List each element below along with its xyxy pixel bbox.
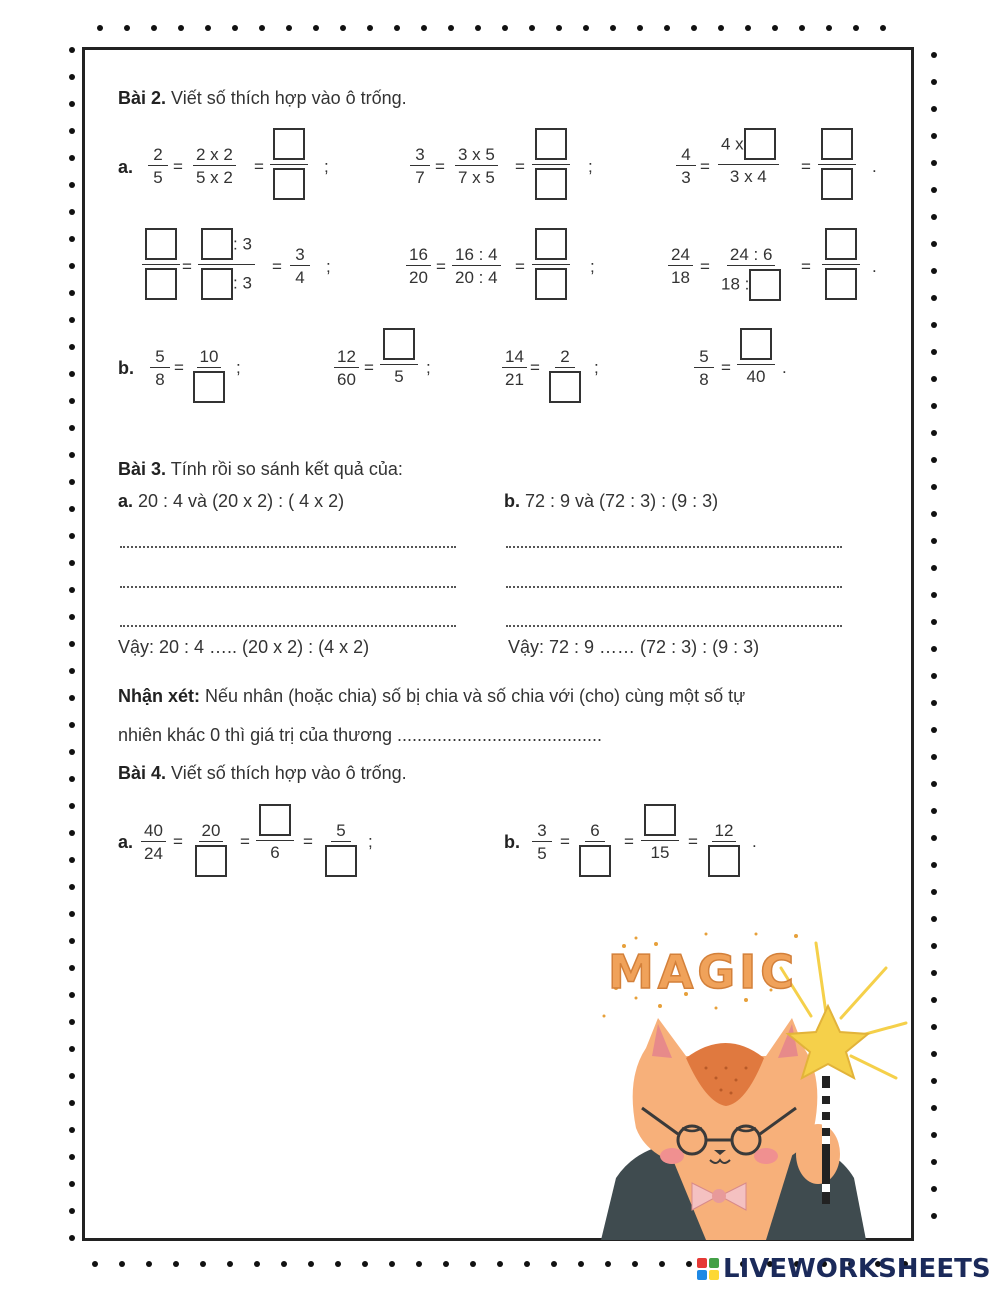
border-dot xyxy=(931,1024,937,1030)
border-dot xyxy=(313,25,319,31)
border-dot xyxy=(69,1154,75,1160)
answer-box[interactable] xyxy=(383,328,415,360)
border-dot xyxy=(69,884,75,890)
border-dot xyxy=(931,997,937,1003)
separator: ; xyxy=(594,358,599,377)
bai2-title: Bài 2. Viết số thích hợp vào ô trống. xyxy=(118,88,407,108)
border-dot xyxy=(931,1078,937,1084)
border-dot xyxy=(69,695,75,701)
answer-box[interactable] xyxy=(535,128,567,160)
bai4-title: Bài 4. Viết số thích hợp vào ô trống. xyxy=(118,763,407,783)
fraction: 12 xyxy=(705,822,743,877)
border-dot xyxy=(69,1046,75,1052)
border-dot xyxy=(69,749,75,755)
answer-box[interactable] xyxy=(193,371,225,403)
border-dot xyxy=(69,209,75,215)
fraction: $\frac{40}{24}$ xyxy=(141,822,166,862)
border-dot xyxy=(308,1261,314,1267)
equals-sign: = xyxy=(174,358,184,377)
fraction: $\frac{16 : 4}{20 : 4}$ xyxy=(452,246,501,286)
border-dot xyxy=(200,1261,206,1267)
bai3-part-b: b. 72 : 9 và (72 : 3) : (9 : 3) xyxy=(504,491,719,511)
border-dot xyxy=(583,25,589,31)
equals-sign: = xyxy=(801,257,811,276)
answer-box[interactable] xyxy=(145,268,177,300)
border-dot xyxy=(69,1100,75,1106)
border-dot xyxy=(931,754,937,760)
border-dot xyxy=(69,857,75,863)
bai3-b-conclusion: Vậy: 72 : 9 …… (72 : 3) : (9 : 3) xyxy=(508,637,760,657)
border-dot xyxy=(931,79,937,85)
border-dot xyxy=(931,916,937,922)
bai3-part-a: a. 20 : 4 và (20 x 2) : ( 4 x 2) xyxy=(118,491,345,511)
border-dot xyxy=(69,533,75,539)
border-dot xyxy=(931,322,937,328)
border-dot xyxy=(931,133,937,139)
border-dot xyxy=(745,25,751,31)
border-dot xyxy=(880,25,886,31)
separator: ; xyxy=(588,157,593,176)
answer-box[interactable] xyxy=(644,804,676,836)
bai4-part-b-label: b. xyxy=(504,832,520,852)
border-dot xyxy=(421,25,427,31)
border-dot xyxy=(97,25,103,31)
border-dot xyxy=(286,25,292,31)
separator: ; xyxy=(324,157,329,176)
fraction: 40 xyxy=(737,328,775,385)
border-dot xyxy=(931,862,937,868)
answer-box[interactable] xyxy=(821,168,853,200)
border-dot xyxy=(69,992,75,998)
answer-box[interactable] xyxy=(749,269,781,301)
equals-sign: = xyxy=(436,257,446,276)
border-dot xyxy=(69,1208,75,1214)
border-dot xyxy=(69,263,75,269)
border-dot xyxy=(69,317,75,323)
border-dot xyxy=(443,1261,449,1267)
nhan-xet-line1: Nhận xét: Nếu nhân (hoặc chia) số bị chia và số chia với (cho) cùng một số tự xyxy=(118,686,746,706)
border-dot xyxy=(69,641,75,647)
answer-line[interactable] xyxy=(120,586,456,588)
fraction: $\frac{3}{7}$ xyxy=(410,146,430,186)
bai3-a-conclusion: Vậy: 20 : 4 ….. (20 x 2) : (4 x 2) xyxy=(118,637,370,657)
fraction: $\frac{14}{21}$ xyxy=(502,348,527,388)
border-dot xyxy=(69,128,75,134)
border-dot xyxy=(931,1213,937,1219)
border-dot xyxy=(69,560,75,566)
border-dot xyxy=(931,619,937,625)
answer-box[interactable] xyxy=(740,328,772,360)
fraction: $\frac{5}{8}$ xyxy=(150,348,170,388)
equals-sign: = xyxy=(435,157,445,176)
fraction: 5 xyxy=(380,328,418,385)
answer-fraction xyxy=(270,128,308,200)
border-dot xyxy=(69,1019,75,1025)
border-dot xyxy=(69,155,75,161)
border-dot xyxy=(931,52,937,58)
border-dot xyxy=(92,1261,98,1267)
answer-box[interactable] xyxy=(744,128,776,160)
border-dot xyxy=(367,25,373,31)
border-dot xyxy=(931,700,937,706)
equals-sign: = xyxy=(688,832,698,851)
border-dot xyxy=(931,943,937,949)
fraction: $\frac{12}{60}$ xyxy=(334,348,359,388)
border-dot xyxy=(931,511,937,517)
border-dot xyxy=(448,25,454,31)
fraction: $\frac{2 x 2}{5 x 2}$ xyxy=(193,146,236,186)
answer-box[interactable] xyxy=(201,268,233,300)
border-dot xyxy=(69,182,75,188)
border-dot xyxy=(931,376,937,382)
equals-sign: = xyxy=(560,832,570,851)
border-dot xyxy=(69,425,75,431)
border-dot xyxy=(69,344,75,350)
separator: . xyxy=(872,257,877,276)
answer-line[interactable] xyxy=(120,625,456,627)
border-dot xyxy=(578,1261,584,1267)
answer-box[interactable] xyxy=(821,128,853,160)
border-dot xyxy=(931,241,937,247)
equals-sign: = xyxy=(254,157,264,176)
border-dot xyxy=(69,290,75,296)
border-dot xyxy=(497,1261,503,1267)
border-dot xyxy=(69,398,75,404)
answer-box[interactable] xyxy=(195,845,227,877)
border-dot xyxy=(69,1073,75,1079)
border-dot xyxy=(281,1261,287,1267)
border-dot xyxy=(69,479,75,485)
border-dot xyxy=(259,25,265,31)
border-dot xyxy=(69,101,75,107)
border-dot xyxy=(69,965,75,971)
border-dot xyxy=(178,25,184,31)
bai2-part-a-label: a. xyxy=(118,157,134,177)
separator: . xyxy=(752,832,757,851)
fraction: 15 xyxy=(641,804,679,861)
fraction: $\frac{: 3}{: 3}$ xyxy=(198,228,255,300)
border-dot xyxy=(69,830,75,836)
border-dot xyxy=(931,727,937,733)
border-dot xyxy=(931,457,937,463)
border-dot xyxy=(931,106,937,112)
border-dot xyxy=(69,938,75,944)
separator: ; xyxy=(590,257,595,276)
border-dot xyxy=(931,268,937,274)
separator: ; xyxy=(426,358,431,377)
border-dot xyxy=(394,25,400,31)
border-dot xyxy=(69,452,75,458)
fraction: $\frac{4 x}{3 x 4}$ xyxy=(718,128,779,185)
answer-box[interactable] xyxy=(825,228,857,260)
border-dot xyxy=(931,484,937,490)
border-dot xyxy=(389,1261,395,1267)
separator: . xyxy=(872,157,877,176)
border-dot xyxy=(931,430,937,436)
border-dot xyxy=(931,673,937,679)
logo-text: LIVEWORKSHEETS xyxy=(723,1254,991,1284)
equals-sign: = xyxy=(182,257,192,276)
equals-sign: = xyxy=(303,832,313,851)
border-dot xyxy=(69,371,75,377)
answer-fraction xyxy=(822,228,860,300)
border-dot xyxy=(931,781,937,787)
border-dot xyxy=(853,25,859,31)
fraction: 20 xyxy=(192,822,230,877)
border-dot xyxy=(416,1261,422,1267)
border-dot xyxy=(551,1261,557,1267)
border-dot xyxy=(69,1235,75,1241)
border-dot xyxy=(826,25,832,31)
fraction: $\frac{16}{20}$ xyxy=(406,246,431,286)
border-dot xyxy=(931,187,937,193)
border-dot xyxy=(173,1261,179,1267)
border-dot xyxy=(146,1261,152,1267)
fraction: $\frac{2}{5}$ xyxy=(148,146,168,186)
border-dot xyxy=(69,668,75,674)
border-dot xyxy=(718,25,724,31)
answer-fraction xyxy=(818,128,856,200)
answer-line[interactable] xyxy=(506,625,842,627)
border-dot xyxy=(632,1261,638,1267)
border-dot xyxy=(931,1132,937,1138)
border-dot xyxy=(931,160,937,166)
border-dot xyxy=(124,25,130,31)
fraction: $\frac{3 x 5}{7 x 5}$ xyxy=(455,146,498,186)
fraction: 5 xyxy=(322,822,360,877)
border-dot xyxy=(69,1181,75,1187)
border-dot xyxy=(931,970,937,976)
border-dot xyxy=(340,25,346,31)
fraction: 10 xyxy=(190,348,228,403)
separator: ; xyxy=(236,358,241,377)
equals-sign: = xyxy=(173,157,183,176)
border-dot xyxy=(232,25,238,31)
border-dot xyxy=(254,1261,260,1267)
border-dot xyxy=(529,25,535,31)
border-dot xyxy=(691,25,697,31)
equals-sign: = xyxy=(515,257,525,276)
separator: ; xyxy=(326,257,331,276)
magic-cat-illustration xyxy=(596,928,912,1240)
answer-box[interactable] xyxy=(325,845,357,877)
answer-fraction xyxy=(142,228,180,300)
equals-sign: = xyxy=(515,157,525,176)
border-dot xyxy=(931,1159,937,1165)
fraction: 6 xyxy=(256,804,294,861)
border-dot xyxy=(931,403,937,409)
border-dot xyxy=(659,1261,665,1267)
border-dot xyxy=(69,1127,75,1133)
border-dot xyxy=(686,1261,692,1267)
border-dot xyxy=(931,295,937,301)
liveworksheets-logo xyxy=(697,1254,991,1284)
equals-sign: = xyxy=(700,257,710,276)
answer-box[interactable] xyxy=(579,845,611,877)
equals-sign: = xyxy=(272,257,282,276)
border-dot xyxy=(69,47,75,53)
fraction: $\frac{4}{3}$ xyxy=(676,146,696,186)
border-dot xyxy=(69,722,75,728)
answer-fraction xyxy=(532,128,570,200)
equals-sign: = xyxy=(700,157,710,176)
answer-box[interactable] xyxy=(145,228,177,260)
border-dot xyxy=(931,835,937,841)
equals-sign: = xyxy=(530,358,540,377)
border-dot xyxy=(664,25,670,31)
equals-sign: = xyxy=(721,358,731,377)
equals-sign: = xyxy=(364,358,374,377)
bai4-part-a-label: a. xyxy=(118,832,134,852)
border-dot xyxy=(772,25,778,31)
border-dot xyxy=(931,349,937,355)
border-dot xyxy=(362,1261,368,1267)
border-dot xyxy=(69,776,75,782)
answer-box[interactable] xyxy=(535,228,567,260)
border-dot xyxy=(931,1186,937,1192)
border-dot xyxy=(931,538,937,544)
answer-box[interactable] xyxy=(273,168,305,200)
border-dot xyxy=(69,236,75,242)
magic-text: MAGIC xyxy=(608,945,799,999)
border-dot xyxy=(205,25,211,31)
equals-sign: = xyxy=(240,832,250,851)
border-dot xyxy=(69,506,75,512)
border-dot xyxy=(610,25,616,31)
border-dot xyxy=(151,25,157,31)
answer-line[interactable] xyxy=(506,586,842,588)
border-dot xyxy=(931,646,937,652)
fraction: 6 xyxy=(576,822,614,877)
liveworksheets-logo-icon xyxy=(697,1258,719,1280)
fraction: $\frac{24}{18}$ xyxy=(668,246,693,286)
answer-box[interactable] xyxy=(273,128,305,160)
nhan-xet-line2: nhiên khác 0 thì giá trị của thương ......................................... xyxy=(118,725,603,745)
separator: ; xyxy=(368,832,373,851)
border-dot xyxy=(69,587,75,593)
border-dot xyxy=(931,592,937,598)
bai2-part-b-label: b. xyxy=(118,358,134,378)
answer-box[interactable] xyxy=(259,804,291,836)
border-dot xyxy=(335,1261,341,1267)
border-dot xyxy=(524,1261,530,1267)
border-dot xyxy=(931,889,937,895)
border-dot xyxy=(799,25,805,31)
separator: . xyxy=(782,358,787,377)
answer-box[interactable] xyxy=(825,268,857,300)
answer-box[interactable] xyxy=(708,845,740,877)
border-dot xyxy=(69,614,75,620)
border-dot xyxy=(69,803,75,809)
fraction: $\frac{3}{4}$ xyxy=(290,246,310,286)
border-dot xyxy=(69,911,75,917)
answer-box[interactable] xyxy=(549,371,581,403)
border-dot xyxy=(470,1261,476,1267)
fraction: $\frac{5}{8}$ xyxy=(694,348,714,388)
answer-box[interactable] xyxy=(201,228,233,260)
fraction: 2 xyxy=(546,348,584,403)
border-dot xyxy=(637,25,643,31)
answer-line[interactable] xyxy=(506,546,842,548)
answer-line[interactable] xyxy=(120,546,456,548)
border-dot xyxy=(227,1261,233,1267)
answer-box[interactable] xyxy=(535,168,567,200)
border-dot xyxy=(605,1261,611,1267)
fraction: $\frac{3}{5}$ xyxy=(532,822,552,862)
border-dot xyxy=(931,808,937,814)
answer-fraction xyxy=(532,228,570,300)
border-dot xyxy=(931,565,937,571)
border-dot xyxy=(931,214,937,220)
fraction: $\frac{24 : 6}{18 :}$ xyxy=(718,246,784,301)
border-dot xyxy=(69,74,75,80)
equals-sign: = xyxy=(173,832,183,851)
border-dot xyxy=(931,1105,937,1111)
border-dot xyxy=(502,25,508,31)
answer-box[interactable] xyxy=(535,268,567,300)
border-dot xyxy=(475,25,481,31)
equals-sign: = xyxy=(801,157,811,176)
border-dot xyxy=(931,1051,937,1057)
border-dot xyxy=(119,1261,125,1267)
border-dot xyxy=(556,25,562,31)
equals-sign: = xyxy=(624,832,634,851)
bai3-title: Bài 3. Tính rồi so sánh kết quả của: xyxy=(118,459,403,479)
